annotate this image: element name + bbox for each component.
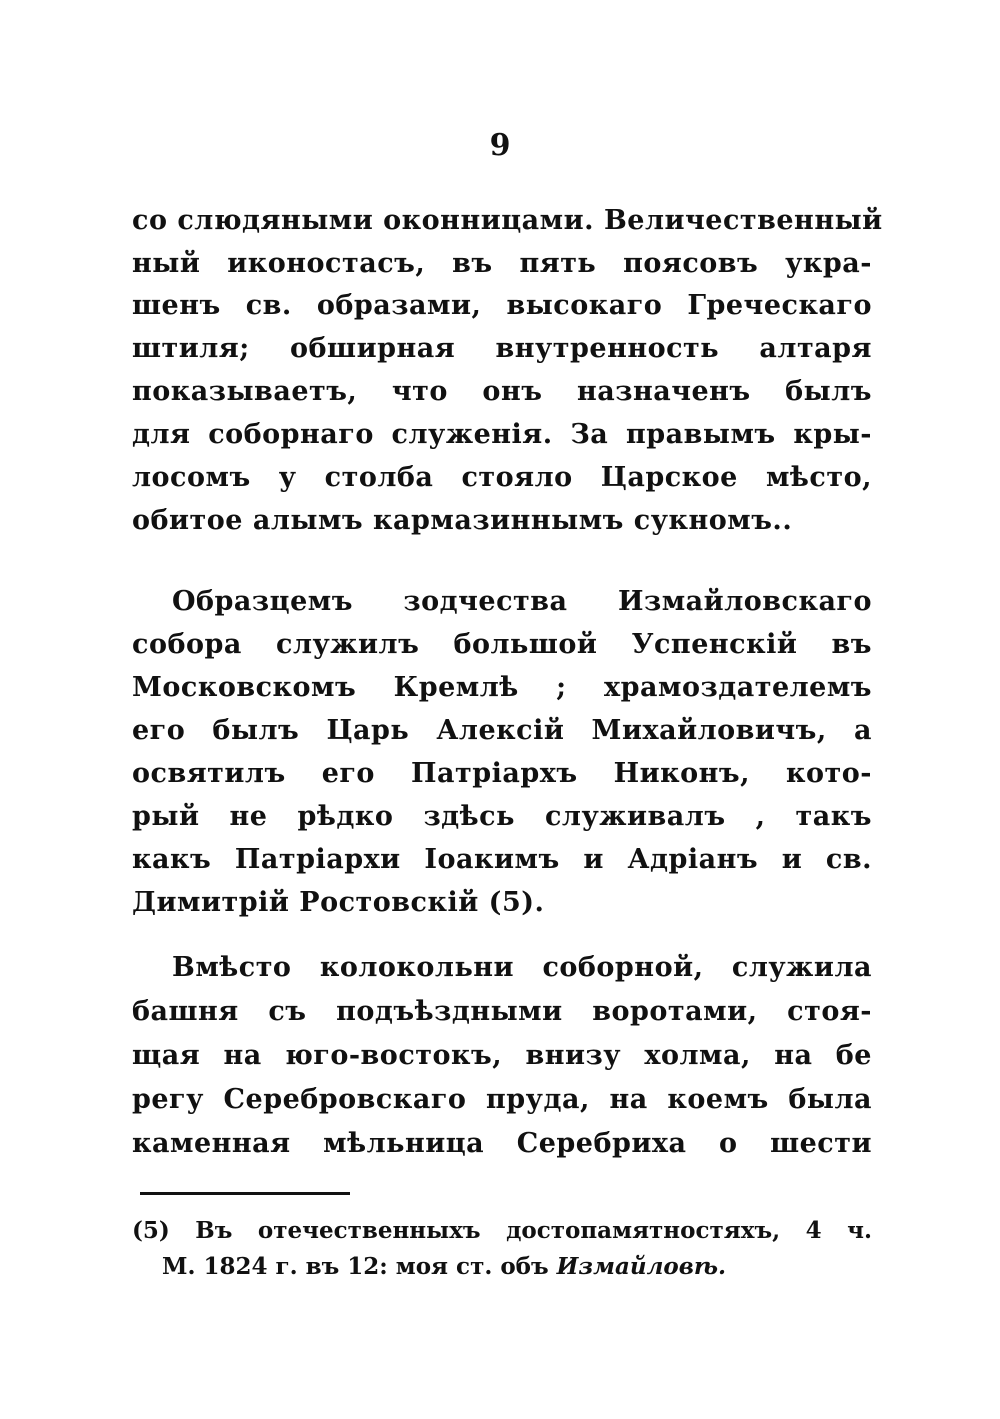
text-line: обитое алымъ кармазиннымъ сукномъ.. — [132, 505, 793, 536]
text-line: со слюдяными оконницами. Величественный — [132, 205, 883, 236]
text-line: показываетъ, что онъ назначенъ былъ — [132, 376, 872, 407]
text-line: для соборнаго служенія. За правымъ кры- — [132, 419, 872, 450]
text-line: щая на юго-востокъ, внизу холма, на бе — [132, 1040, 872, 1071]
footnote-rule — [140, 1192, 350, 1195]
footnote-citation: М. 1824 г. въ 12: моя ст. объ — [162, 1253, 557, 1280]
text-line: Вмѣсто колокольни соборной, служила — [172, 952, 872, 983]
text-line: Образцемъ зодчества Измайловскаго — [172, 586, 872, 617]
footnote-line-2 — [162, 1253, 782, 1280]
footnote-line-1: (5) Въ отечественныхъ достопамятностяхъ, 4 ч. — [132, 1217, 872, 1244]
text-line: регу Серебровскаго пруда, на коемъ была — [132, 1084, 872, 1115]
footnote-italic-title: Измайловѣ. — [556, 1253, 727, 1280]
text-line: его былъ Царь Алексій Михайловичъ, а — [132, 715, 872, 746]
text-line: собора служилъ большой Успенскій въ — [132, 629, 872, 660]
text-line: штиля; обширная внутренность алтаря — [132, 333, 872, 364]
text-line: Московскомъ Кремлѣ ; храмоздателемъ — [132, 672, 872, 703]
page-number: 9 — [489, 128, 511, 163]
text-line: каменная мѣльница Серебриха о шести — [132, 1128, 872, 1159]
text-line: рый не рѣдко здѣсь служивалъ , такъ — [132, 801, 872, 832]
text-line: лосомъ у столба стояло Царское мѣсто, — [132, 462, 872, 493]
text-line: какъ Патріархи Іоакимъ и Адріанъ и св. — [132, 844, 872, 875]
text-line: Димитрій Ростовскій (5). — [132, 887, 545, 918]
text-line: башня съ подъѣздными воротами, стоя- — [132, 996, 872, 1027]
text-line: ный иконостасъ, въ пять поясовъ укра- — [132, 248, 872, 279]
text-line: шенъ св. образами, высокаго Греческаго — [132, 290, 872, 321]
text-line: освятилъ его Патріархъ Никонъ, кото- — [132, 758, 872, 789]
